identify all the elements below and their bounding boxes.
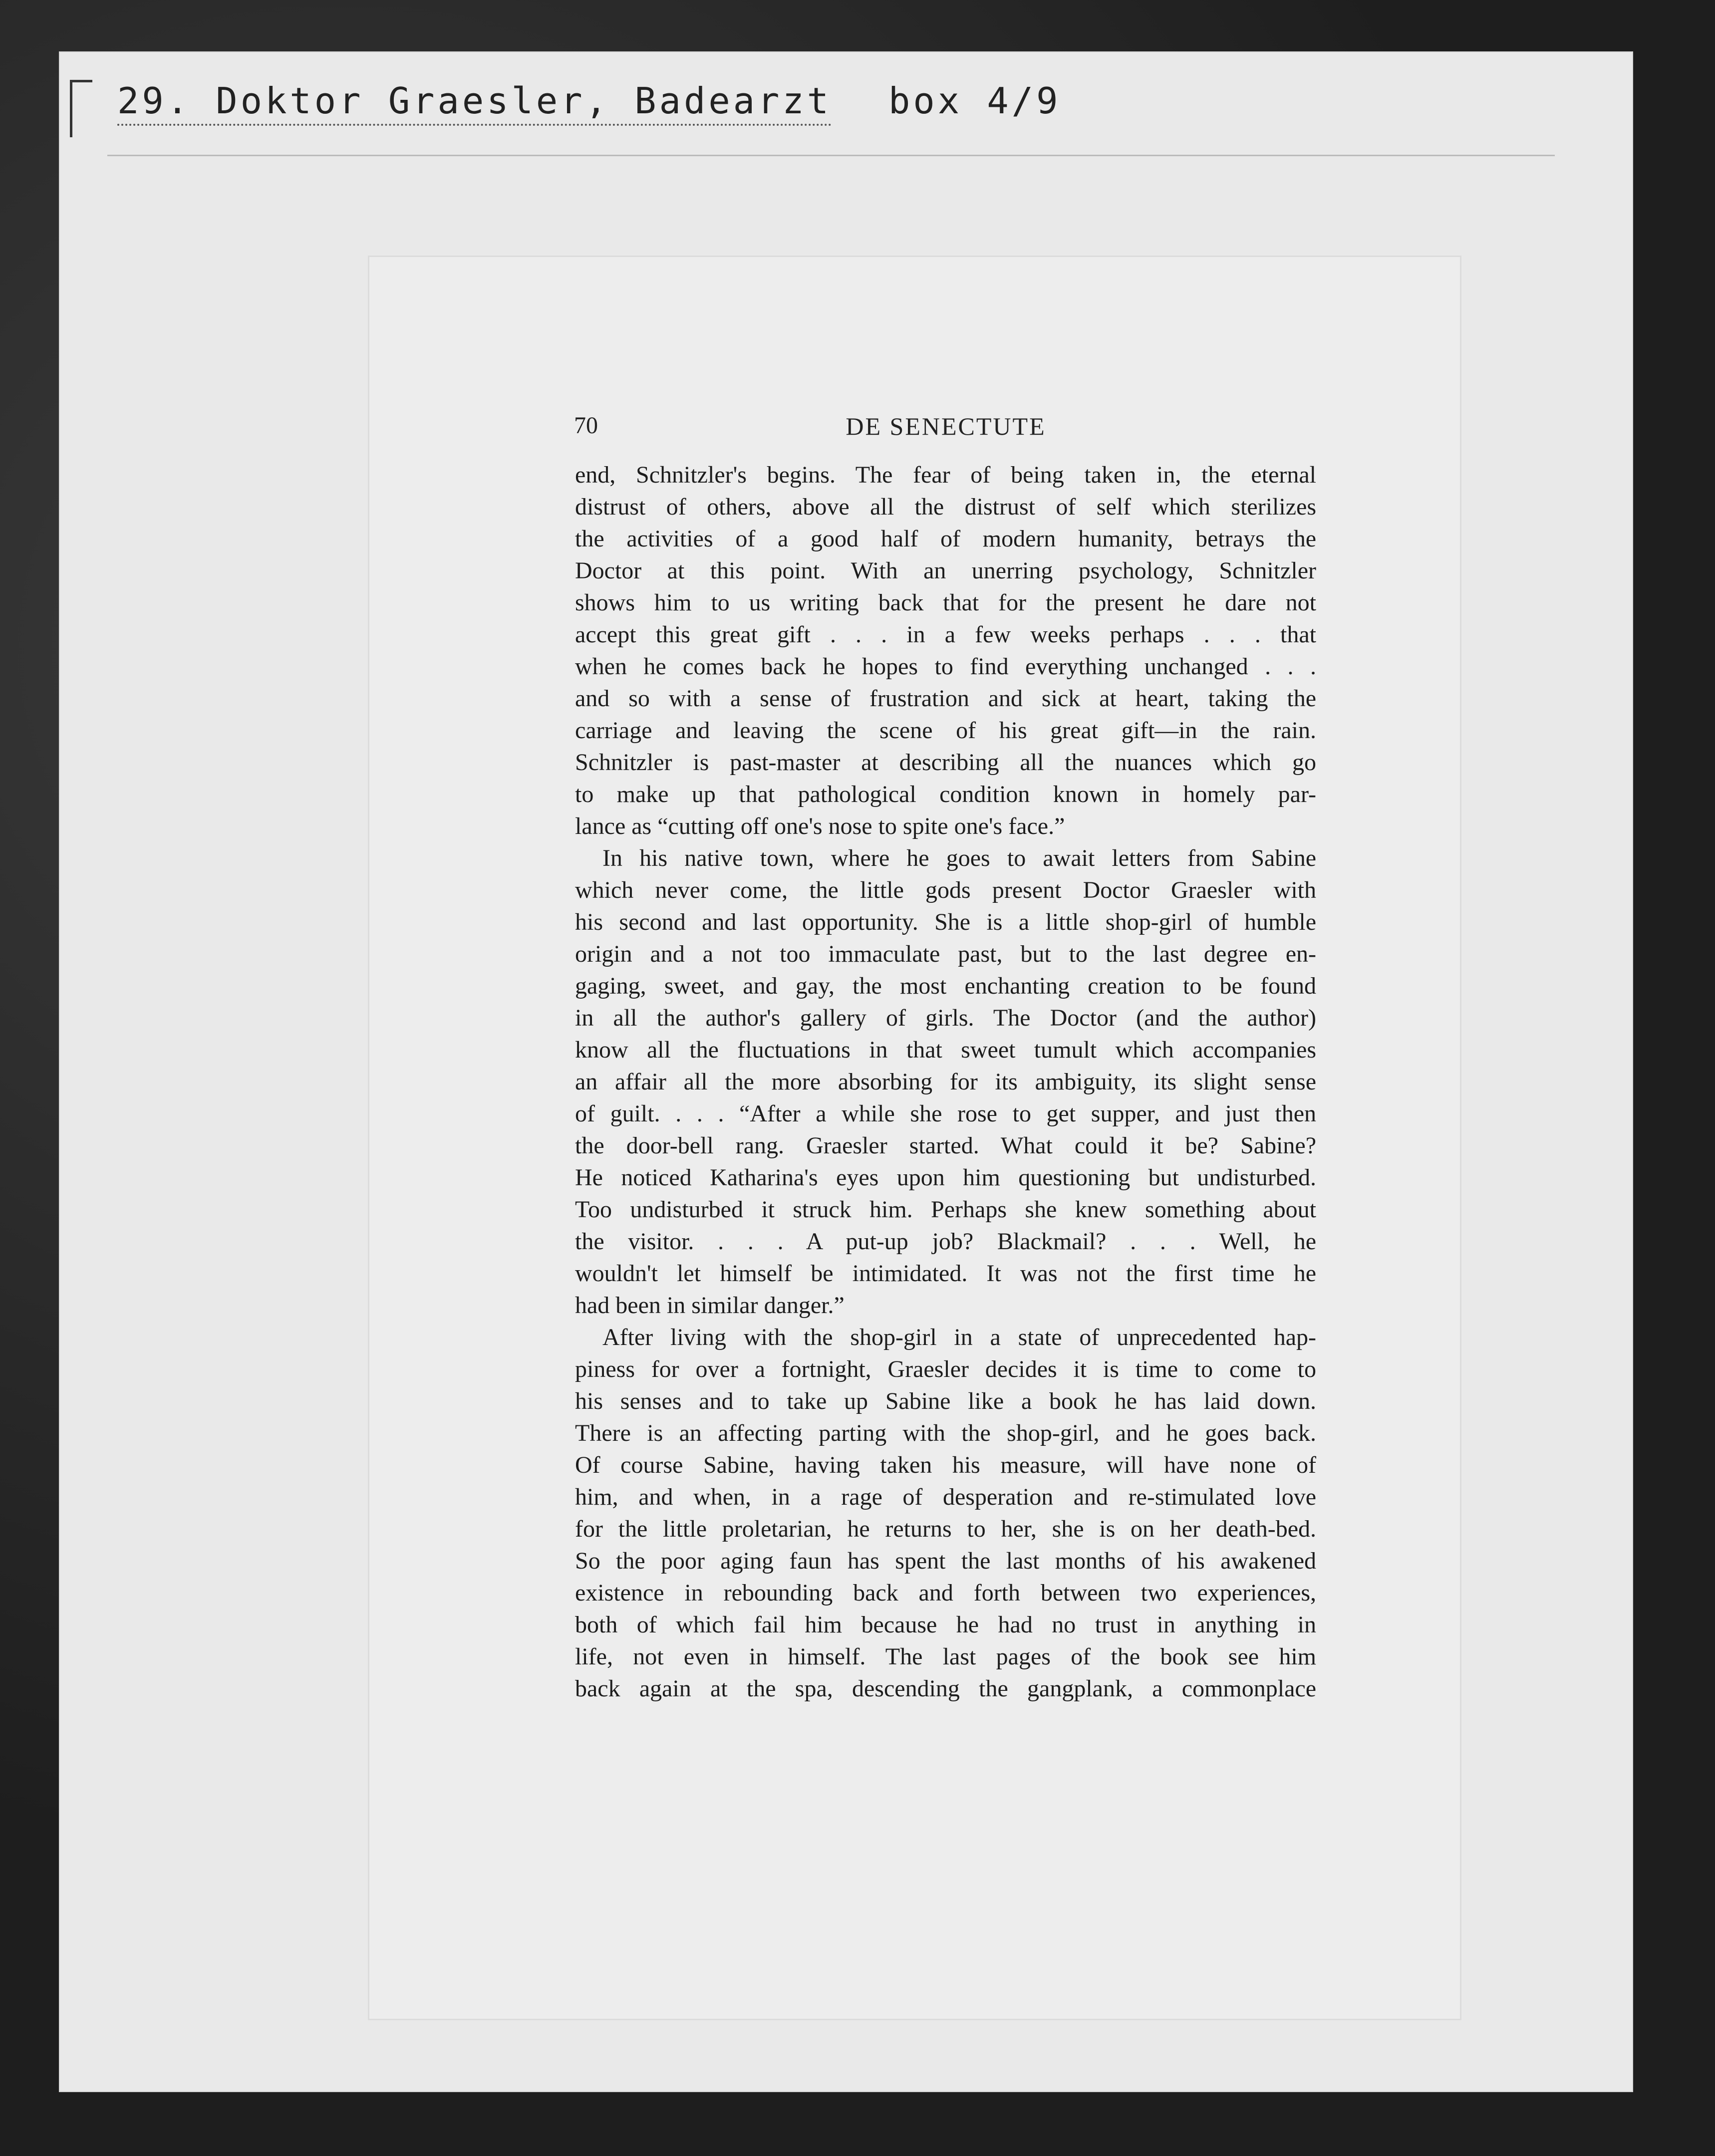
text-line: piness for over a fortnight, Graesler decides it is time to come to (575, 1356, 1316, 1382)
text-line: He noticed Katharina's eyes upon him questioning but undisturbed. (575, 1164, 1316, 1191)
archive-label-title: 29. Doktor Graesler, Badearzt (117, 80, 832, 122)
running-head (574, 412, 1318, 447)
corner-bracket-mark (70, 80, 92, 137)
page-number: 70 (574, 412, 598, 439)
paragraph (575, 842, 1316, 1322)
text-line: both of which fail him because he had no trust in anything in (575, 1612, 1316, 1638)
text-line: the activities of a good half of modern humanity, betrays the (575, 526, 1316, 552)
text-line: end, Schnitzler's begins. The fear of being taken in, the eternal (575, 462, 1316, 488)
text-line: wouldn't let himself be intimidated. It was not the first time he (575, 1260, 1316, 1287)
text-line: in all the author's gallery of girls. The Doctor (and the author) (575, 1005, 1316, 1031)
text-line: which never come, the little gods present Doctor Graesler with (575, 877, 1316, 903)
text-line: Too undisturbed it struck him. Perhaps she knew something about (575, 1196, 1316, 1223)
paragraph (575, 1322, 1316, 1705)
text-line: gaging, sweet, and gay, the most enchanting creation to be found (575, 973, 1316, 999)
label-divider (107, 155, 1555, 156)
text-line: So the poor aging faun has spent the last months of his awakened (575, 1548, 1316, 1574)
running-title: DE SENECTUTE (846, 412, 1046, 440)
text-line: had been in similar danger.” (575, 1292, 845, 1319)
text-line: accept this great gift . . . in a few weeks perhaps . . . that (575, 621, 1316, 648)
text-line: Doctor at this point. With an unerring psychology, Schnitzler (575, 557, 1316, 584)
text-line: After living with the shop-girl in a state of unprecedented hap- (602, 1324, 1316, 1350)
text-line: There is an affecting parting with the shop-girl, and he goes back. (575, 1420, 1316, 1446)
text-line: lance as “cutting off one's nose to spite one's face.” (575, 813, 1065, 839)
text-line: him, and when, in a rage of desperation and re-stimulated love (575, 1484, 1316, 1510)
text-line: know all the fluctuations in that sweet tumult which accompanies (575, 1037, 1316, 1063)
text-line: an affair all the more absorbing for its ambiguity, its slight sense (575, 1069, 1316, 1095)
text-line: existence in rebounding back and forth between two experiences, (575, 1580, 1316, 1606)
archive-label-box: box 4/9 (888, 80, 1061, 122)
text-line: of guilt. . . . “After a while she rose to get supper, and just then (575, 1100, 1316, 1127)
text-line: origin and a not too immaculate past, but to the last degree en- (575, 941, 1316, 967)
text-line: Of course Sabine, having taken his measure, will have none of (575, 1452, 1316, 1478)
text-line: distrust of others, above all the distrust of self which sterilizes (575, 494, 1316, 520)
text-line: his second and last opportunity. She is a little shop-girl of humble (575, 909, 1316, 935)
text-line: shows him to us writing back that for the present he dare not (575, 589, 1316, 616)
text-line: back again at the spa, descending the gangplank, a commonplace (575, 1675, 1316, 1702)
text-line: In his native town, where he goes to await letters from Sabine (602, 845, 1316, 871)
text-line: his senses and to take up Sabine like a book he has laid down. (575, 1388, 1316, 1414)
text-line: to make up that pathological condition known in homely par- (575, 781, 1316, 808)
text-line: the door-bell rang. Graesler started. What could it be? Sabine? (575, 1132, 1316, 1159)
text-line: Schnitzler is past-master at describing all the nuances which go (575, 749, 1316, 776)
text-line: life, not even in himself. The last pages of the book see him (575, 1643, 1316, 1670)
body-text (575, 459, 1316, 1705)
text-line: for the little proletarian, he returns to her, she is on her death-bed. (575, 1516, 1316, 1542)
text-line: and so with a sense of frustration and sick at heart, taking the (575, 685, 1316, 712)
text-line: carriage and leaving the scene of his great gift—in the rain. (575, 717, 1316, 744)
text-line: when he comes back he hopes to find everything unchanged . . . (575, 653, 1316, 680)
paragraph (575, 459, 1316, 842)
text-line: the visitor. . . . A put-up job? Blackmail? . . . Well, he (575, 1228, 1316, 1255)
